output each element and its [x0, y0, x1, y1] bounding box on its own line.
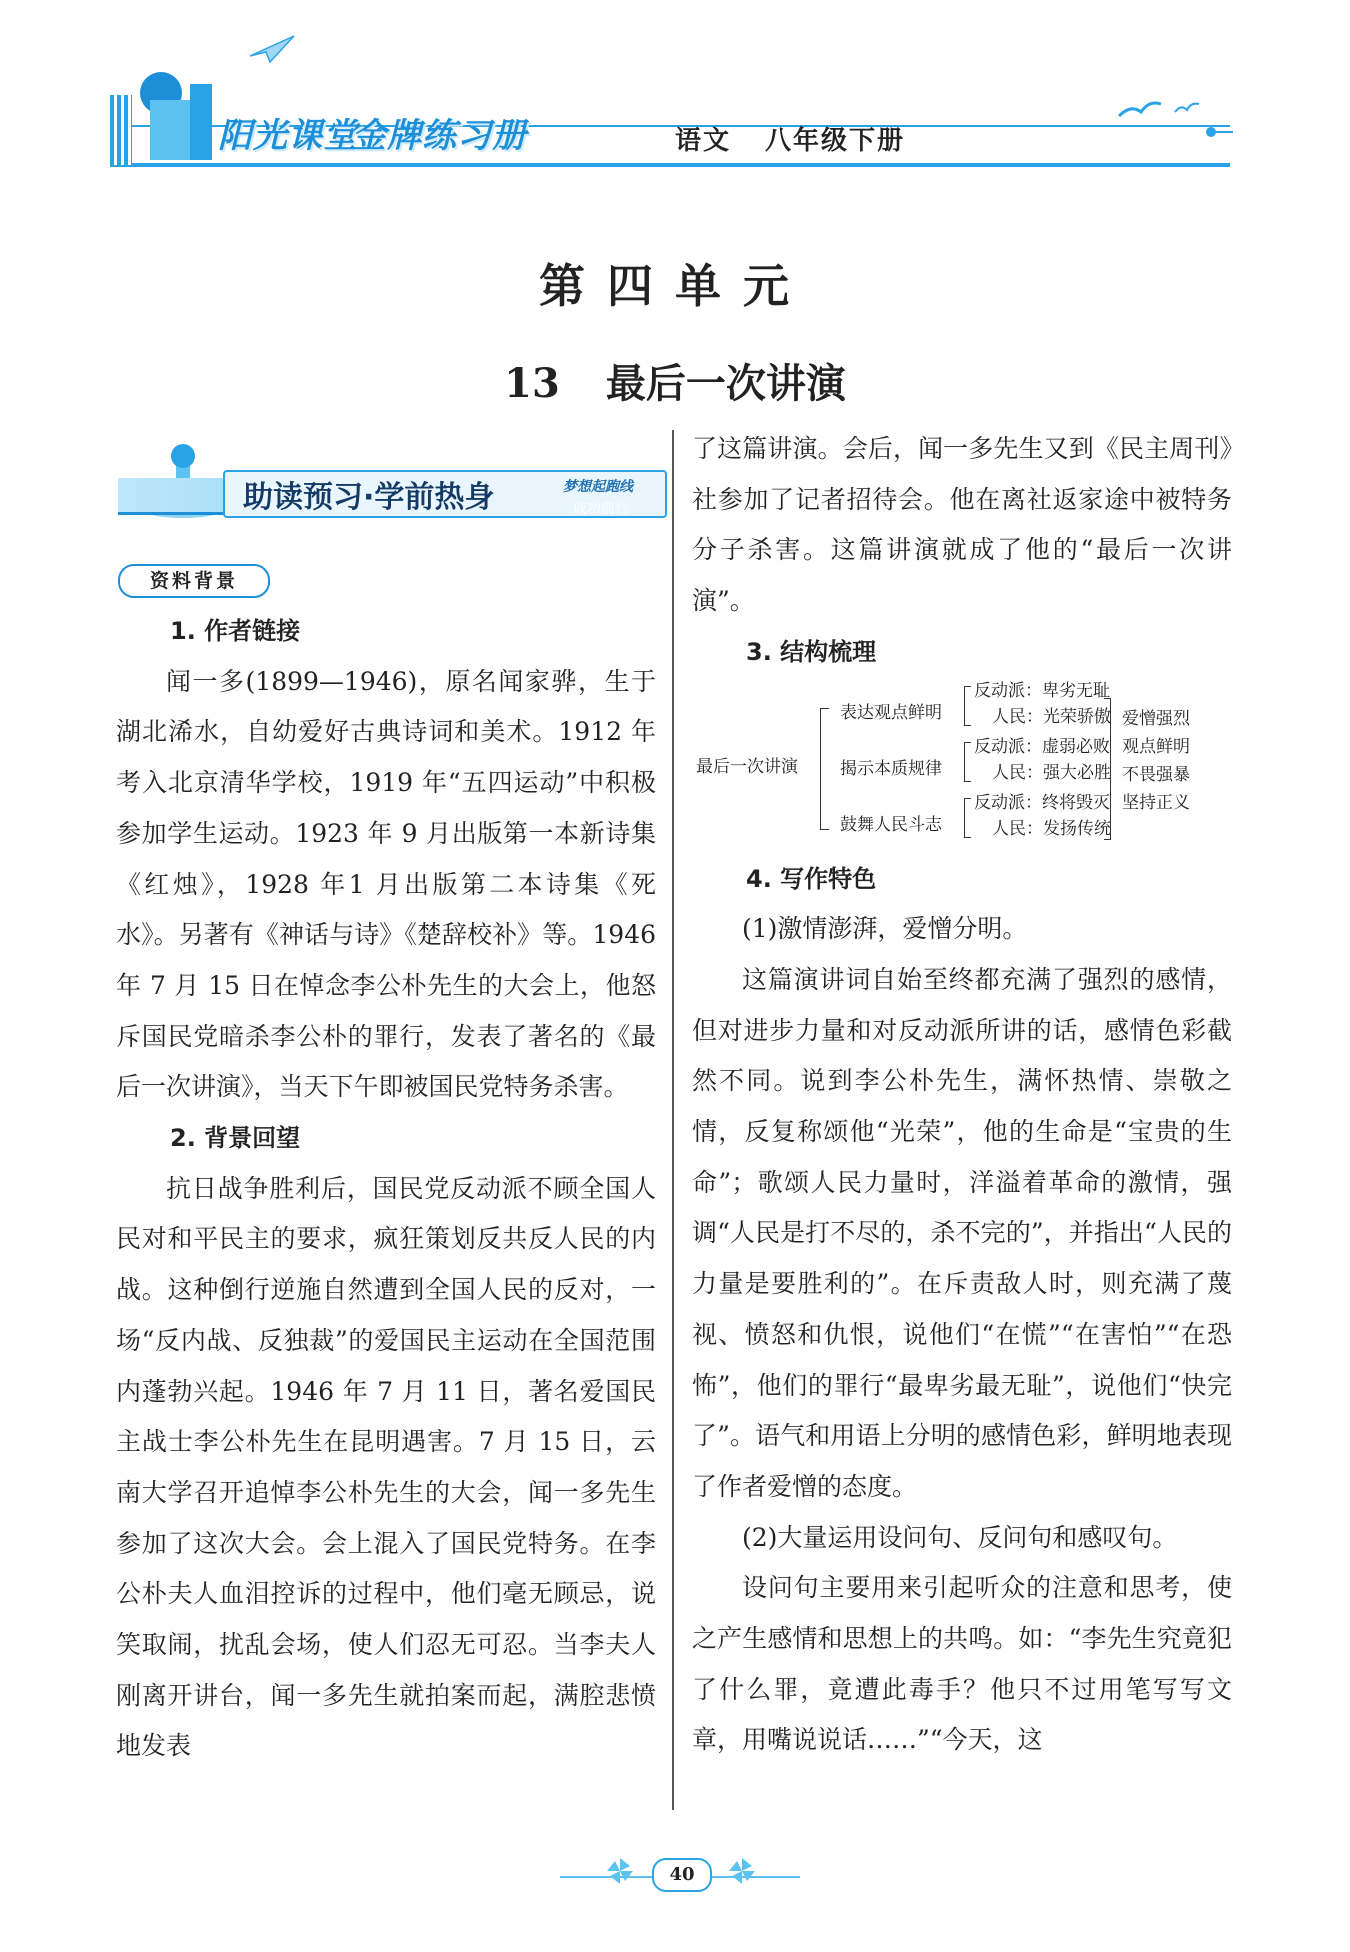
paragraph-background-cont: 了这篇讲演。会后，闻一多先生又到《民主周刊》社参加了记者招待会。他在离社返家途中被特务分子杀害。这篇讲演就成了他的“最后一次讲演”。	[692, 434, 1232, 616]
unit-title: 第四单元	[539, 259, 811, 313]
header-brand-2: 金牌练习册	[352, 116, 527, 156]
diagram-item-3a: 反动派：终将毁灭	[974, 792, 1110, 813]
paragraph-background: 抗日战争胜利后，国民党反动派不顾全国人民对和平民主的要求，疯狂策划反共反人民的内战。这种倒行逆施自然遭到全国人民的反对，一场“反内战、反独裁”的爱国民主运动在全国范围内蓬勃兴起。1946 年 7 月 11 日，著名爱国民主战士李公朴先生在昆明遇害。7 月 15 日，云南大学召开追悼李公朴先生的大会，闻一多先生参加了这次大会。会上混入了国民党特务。在李公朴夫人血泪控诉的过程中，他们毫无顾忌，说笑取闹，扰乱会场，使人们忍无可忍。当李夫人刚离开讲台，闻一多先生就拍案而起，满腔悲愤地发表	[116, 1173, 656, 1761]
section-banner-title: 助读预习·学前热身	[243, 480, 495, 515]
heading-background: 2. 背景回望	[170, 1124, 301, 1153]
diagram-summary-2: 观点鲜明	[1122, 736, 1190, 757]
diagram-brace-1	[964, 686, 971, 726]
birds-icon	[1115, 92, 1235, 142]
header-subject: 语文	[675, 126, 732, 156]
header-grade: 八年级下册	[765, 126, 906, 156]
diagram-branch-2: 揭示本质规律	[840, 758, 942, 779]
diagram-root: 最后一次讲演	[696, 756, 798, 777]
header-stripes	[110, 95, 132, 165]
diagram-brace-main	[820, 708, 829, 830]
diagram-item-1b: 人民：光荣骄傲	[992, 706, 1111, 727]
structure-diagram	[692, 678, 1232, 854]
header-brand-1: 阳光课堂	[218, 116, 358, 156]
diagram-item-2b: 人民：强大必胜	[992, 762, 1111, 783]
page-footer	[560, 1848, 800, 1896]
diagram-summary-1: 爱憎强烈	[1122, 708, 1190, 729]
diagram-item-2a: 反动派：虚弱必败	[974, 736, 1110, 757]
diagram-item-1a: 反动派：卑劣无耻	[974, 680, 1110, 701]
lesson-name: 最后一次讲演	[605, 360, 846, 407]
paper-plane-icon	[248, 34, 296, 64]
diagram-item-3b: 人民：发扬传统	[992, 818, 1111, 839]
right-column	[692, 424, 1232, 1766]
column-divider	[672, 430, 674, 1810]
diagram-brace-3	[964, 798, 971, 838]
page-header	[0, 0, 1350, 200]
feature-2-title: (2)大量运用设问句、反问句和感叹句。	[742, 1522, 1178, 1552]
page-number: 40	[652, 1858, 712, 1892]
section-banner-sub1: 梦想起跑线	[563, 479, 633, 495]
feature-1-title: (1)激情澎湃，爱憎分明。	[742, 914, 1028, 944]
pinwheel-icon	[600, 1856, 640, 1886]
lesson-number: 13	[504, 360, 560, 407]
header-subtitle	[675, 120, 939, 157]
heading-features: 4. 写作特色	[746, 864, 877, 893]
diagram-branch-3: 鼓舞人民斗志	[840, 814, 942, 835]
feature-1-body: 这篇演讲词自始至终都充满了强烈的感情，但对进步力量和对反动派所讲的话，感情色彩截然不同。说到李公朴先生，满怀热情、崇敬之情，反复称颂他“光荣”，他的生命是“宝贵的生命”；歌颂人民力量时，洋溢着革命的激情，强调“人民是打不尽的，杀不完的”，并指出“人民的力量是要胜利的”。在斥责敌人时，则充满了蔑视、愤怒和仇恨，说他们“在慌”“在害怕”“在恐怖”，他们的罪行“最卑劣最无耻”，说他们“快完了”。语气和用语上分明的感情色彩，鲜明地表现了作者爱憎的态度。	[692, 964, 1232, 1501]
lesson-title	[0, 352, 1350, 409]
diagram-summary-4: 坚持正义	[1122, 792, 1190, 813]
diagram-brace-summary	[1104, 698, 1111, 840]
diagram-brace-2	[964, 742, 971, 782]
feature-2-body: 设问句主要用来引起听众的注意和思考，使之产生感情和思想上的共鸣。如：“李先生究竟犯了什么罪，竟遭此毒手？他只不过用笔写写文章，用嘴说说话……”“今天，这	[692, 1573, 1232, 1755]
diagram-summary-3: 不畏强暴	[1122, 764, 1190, 785]
section-banner-sub2: 成功前行	[573, 501, 629, 517]
diagram-branch-1: 表达观点鲜明	[840, 702, 942, 723]
heading-structure: 3. 结构梳理	[746, 637, 877, 666]
paragraph-author: 闻一多(1899—1946)，原名闻家骅，生于湖北浠水，自幼爱好古典诗词和美术。1912 年考入北京清华学校，1919 年“五四运动”中积极参加学生运动。1923 年 9 月出版第一本新诗集《红烛》，1928 年1 月出版第二本诗集《死水》。另著有《神话与诗》《楚辞校补》等。1946 年 7 月 15 日在悼念李公朴先生的大会上，他怒斥国民党暗杀李公朴的罪行，发表了著名的《最后一次讲演》，当天下午即被国民党特务杀害。	[116, 666, 656, 1102]
left-column	[116, 606, 656, 1772]
pinwheel-icon	[722, 1856, 762, 1886]
heading-author: 1. 作者链接	[170, 617, 301, 645]
section-tag: 资料背景	[118, 564, 270, 598]
section-banner	[118, 440, 656, 530]
